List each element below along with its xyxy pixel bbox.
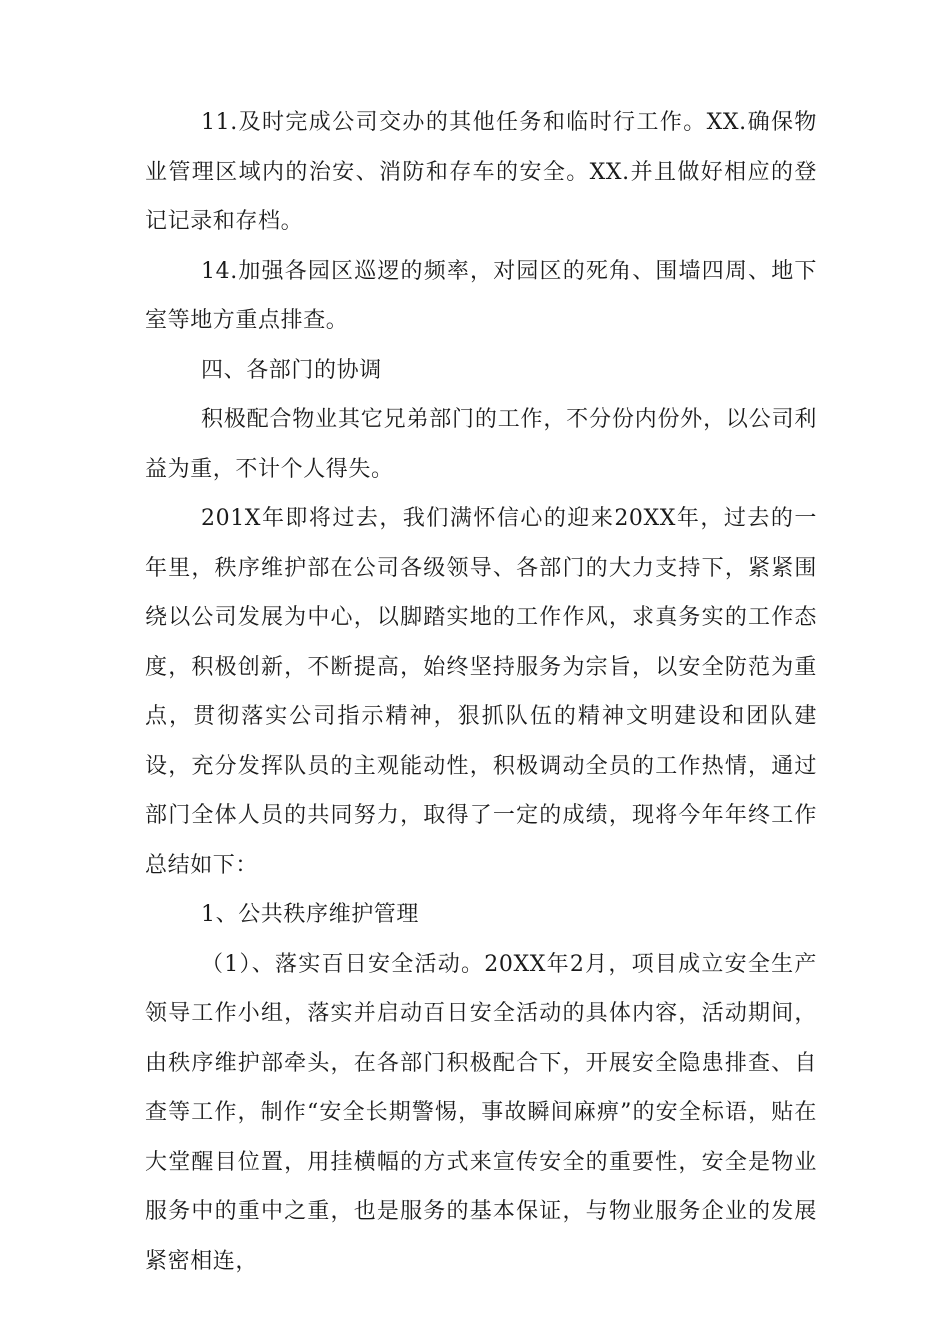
section-heading-coordination: 四、各部门的协调 bbox=[201, 357, 382, 383]
paragraph-coordination: 积极配合物业其它兄弟部门的工作，不分份内份外，以公司利益为重，不计个人得失。 bbox=[145, 407, 817, 482]
paragraph-safety-activity: （1）、落实百日安全活动。20XX年2月，项目成立安全生产领导工作小组，落实并启动百日安全活动的具体内容，活动期间，由秩序维护部牵头，在各部门积极配合下，开展安全隐患排查、自查等工作，制作“安全长期警惕，事故瞬间麻痹”的安全标语，贴在大堂醒目位置，用挂横幅的方式来宣传安全的重要性，安全是物业服务中的重中之重，也是服务的基本保证，与物业服务企业的发展紧密相连， bbox=[145, 951, 817, 1274]
document-body bbox=[145, 98, 817, 1286]
paragraph-summary-intro: 201X年即将过去，我们满怀信心的迎来20XX年，过去的一年里，秩序维护部在公司各级领导、各部门的大力支持下，紧紧围绕以公司发展为中心，以脚踏实地的工作作风，求真务实的工作态度，积极创新，不断提高，始终坚持服务为宗旨，以安全防范为重点，贯彻落实公司指示精神，狠抓队伍的精神文明建设和团队建设，充分发挥队员的主观能动性，积极调动全员的工作热情，通过部门全体人员的共同努力，取得了一定的成绩，现将今年年终工作总结如下： bbox=[145, 506, 817, 878]
paragraph-tasks-11-13: 11.及时完成公司交办的其他任务和临时行工作。XX.确保物业管理区域内的治安、消防和存车的安全。XX.并且做好相应的登记记录和存档。 bbox=[145, 110, 817, 234]
paragraph-task-14: 14.加强各园区巡逻的频率，对园区的死角、围墙四周、地下室等地方重点排查。 bbox=[145, 258, 817, 333]
section-heading-public-order: 1、公共秩序维护管理 bbox=[201, 902, 419, 927]
